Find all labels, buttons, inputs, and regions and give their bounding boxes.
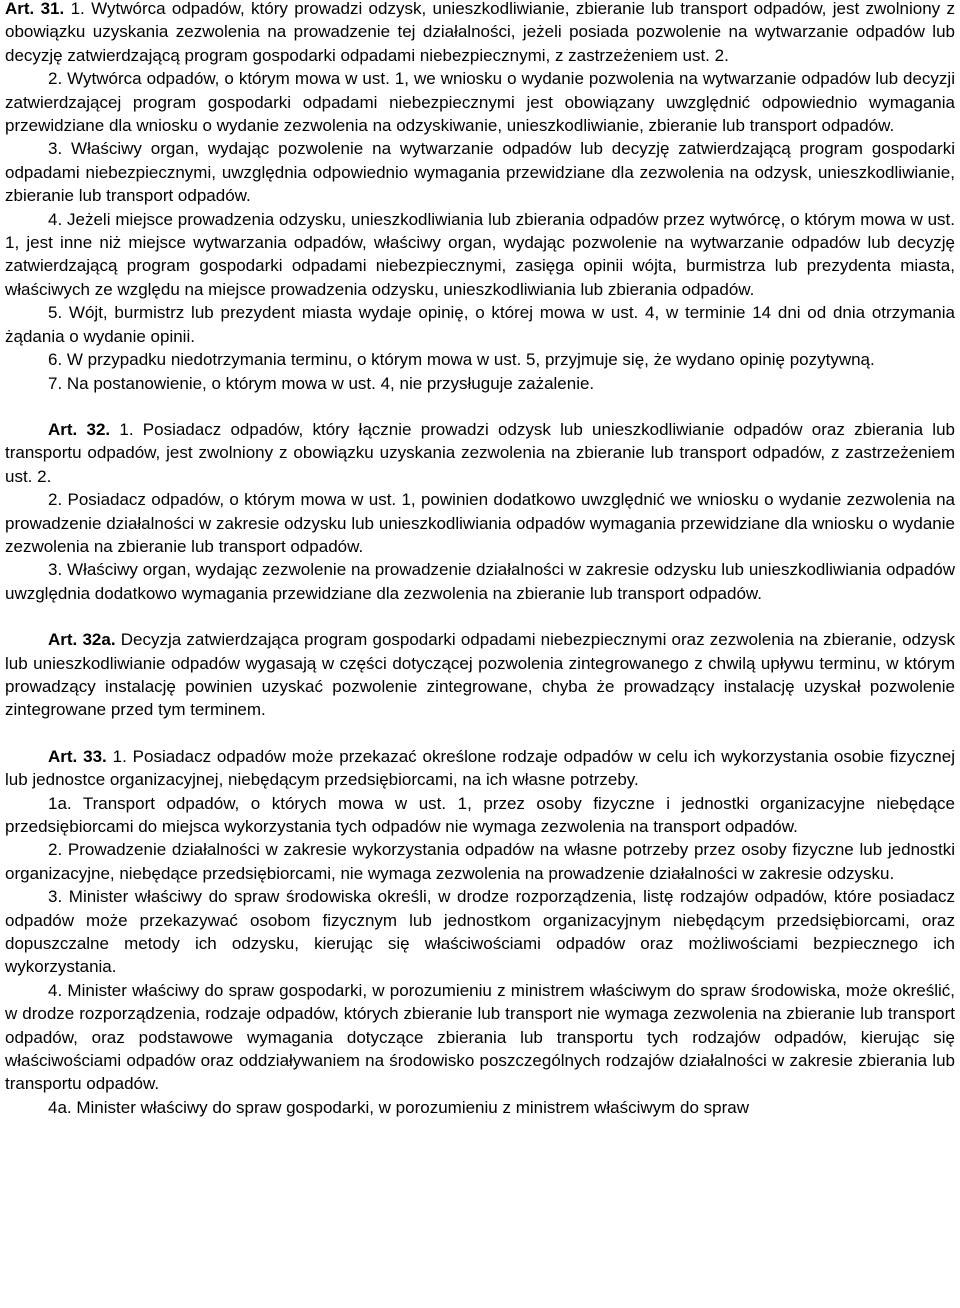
paragraph-text: 1. Posiadacz odpadów może przekazać określone rodzaje odpadów w celu ich wykorzystania osobie fizycznej lub jednostce organizacyjnej, niebędącym przedsiębiorcami, na ich własne potrzeby. bbox=[5, 746, 955, 790]
article-31-paragraph-6: 6. W przypadku niedotrzymania terminu, o którym mowa w ust. 5, przyjmuje się, że wydano opinię pozytywną. bbox=[48, 350, 875, 370]
article-32-label: Art. 32. bbox=[48, 419, 111, 439]
article-32-paragraph-1 bbox=[5, 418, 955, 488]
paragraph-text: Decyzja zatwierdzająca program gospodarki odpadami niebezpiecznymi oraz zezwolenia na zbieranie, odzysk lub unieszkodliwianie odpadów wygasają w części dotyczącej pozwolenia zintegrowanego z chwilą upływu terminu, w którym prowadzący instalację powinien uzyskać pozwolenie zintegrowane, chyba że prowadzący instalację uzyskał pozwolenie zintegrowane przed tym terminem. bbox=[5, 630, 955, 720]
article-31 bbox=[5, 0, 955, 395]
article-32 bbox=[5, 418, 955, 605]
article-31-paragraph-5: 5. Wójt, burmistrz lub prezydent miasta wydaje opinię, o której mowa w ust. 4, w terminie 14 dni od dnia otrzymania żądania o wydanie opinii. bbox=[5, 303, 955, 346]
article-31-paragraph-1 bbox=[5, 0, 955, 67]
article-32a-label: Art. 32a. bbox=[48, 630, 116, 650]
article-33-label: Art. 33. bbox=[48, 746, 107, 766]
article-31-paragraph-2: 2. Wytwórca odpadów, o którym mowa w ust. 1, we wniosku o wydanie pozwolenia na wytwarzanie odpadów lub decyzji zatwierdzającej program gospodarki odpadami niebezpiecznymi jest obowiązany uwzględnić odpowiednio wymagania przewidziane dla wniosku o wydanie zezwolenia na odzyskiwanie, unieszkodliwianie, zbieranie lub transport odpadów. bbox=[5, 69, 955, 136]
paragraph-text: 1. Posiadacz odpadów, który łącznie prowadzi odzysk lub unieszkodliwianie odpadów oraz zbierania lub transportu odpadów, jest zwolniony z obowiązku uzyskania zezwolenia na zbieranie lub transport odpadów, z zastrzeżeniem ust. 2. bbox=[5, 419, 955, 486]
article-33-paragraph-1 bbox=[5, 745, 955, 792]
article-33-paragraph-4: 4. Minister właściwy do spraw gospodarki, w porozumieniu z ministrem właściwym do spraw środowiska, może określić, w drodze rozporządzenia, rodzaje odpadów, których zbieranie lub transport nie wymaga zezwolenia na zbieranie lub transport odpadów, oraz podstawowe wymagania dotyczące zbierania lub transportu tych rodzajów odpadów, kierując się właściwościami odpadów oraz oddziaływaniem na środowisko poszczególnych rodzajów działalności w zakresie zbierania lub transportu odpadów. bbox=[5, 980, 955, 1094]
article-32a bbox=[5, 628, 955, 722]
article-31-paragraph-7: 7. Na postanowienie, o którym mowa w ust. 4, nie przysługuje zażalenie. bbox=[48, 373, 595, 393]
article-31-paragraph-4: 4. Jeżeli miejsce prowadzenia odzysku, unieszkodliwiania lub zbierania odpadów przez wytwórcę, o którym mowa w ust. 1, jest inne niż miejsce wytwarzania odpadów, właściwy organ, wydając pozwolenie na wytwarzanie odpadów lub decyzję zatwierdzającą program gospodarki odpadami niebezpiecznymi, zasięga opinii wójta, burmistrza lub prezydenta miasta, właściwych ze względu na miejsce prowadzenia odzysku, unieszkodliwiania lub zbierania odpadów. bbox=[5, 209, 955, 299]
article-32-paragraph-3: 3. Właściwy organ, wydając zezwolenie na prowadzenie działalności w zakresie odzysku lub unieszkodliwiania odpadów uwzględnia dodatkowo wymagania przewidziane dla zezwolenia na zbieranie lub transport odpadów. bbox=[5, 560, 955, 603]
article-31-paragraph-3: 3. Właściwy organ, wydając pozwolenie na wytwarzanie odpadów lub decyzję zatwierdzającą program gospodarki odpadami niebezpiecznymi, uwzględnia odpowiednio wymagania przewidziane dla zezwolenia na odzysk, unieszkodliwianie, zbieranie lub transport odpadów. bbox=[5, 139, 955, 206]
article-32-paragraph-2: 2. Posiadacz odpadów, o którym mowa w ust. 1, powinien dodatkowo uwzględnić we wniosku o wydanie zezwolenia na prowadzenie działalności w zakresie odzysku lub unieszkodliwiania odpadów wymagania przewidziane dla wniosku o wydanie zezwolenia na zbieranie lub transport odpadów. bbox=[5, 490, 955, 556]
article-33 bbox=[5, 745, 955, 1120]
article-31-label: Art. 31. bbox=[5, 0, 65, 18]
article-33-paragraph-2: 2. Prowadzenie działalności w zakresie wykorzystania odpadów na własne potrzeby przez osoby fizyczne lub jednostki organizacyjne, niebędące przedsiębiorcami, nie wymaga zezwolenia na prowadzenie działalności w zakresie odzysku. bbox=[5, 840, 955, 883]
article-32a-paragraph-1 bbox=[5, 628, 955, 722]
article-33-paragraph-4a: 4a. Minister właściwy do spraw gospodarki, w porozumieniu z ministrem właściwym do spraw bbox=[48, 1097, 750, 1117]
paragraph-text: 1. Wytwórca odpadów, który prowadzi odzysk, unieszkodliwianie, zbieranie lub transport odpadów, jest zwolniony z obowiązku uzyskania zezwolenia na prowadzenie tej działalności, jeżeli posiada pozwolenie na wytwarzanie odpadów lub decyzję zatwierdzającą program gospodarki odpadami niebezpiecznymi, z zastrzeżeniem ust. 2. bbox=[5, 0, 956, 65]
article-33-paragraph-1a: 1a. Transport odpadów, o których mowa w ust. 1, przez osoby fizyczne i jednostki organizacyjne niebędące przedsiębiorcami do miejsca wykorzystania tych odpadów nie wymaga zezwolenia na transport odpadów. bbox=[5, 793, 955, 836]
article-33-paragraph-3: 3. Minister właściwy do spraw środowiska określi, w drodze rozporządzenia, listę rodzajów odpadów, które posiadacz odpadów może przekazywać osobom fizycznym lub jednostkom organizacyjnym niebędącym przedsiębiorcami, oraz dopuszczalne metody ich odzysku, kierując się właściwościami odpadów oraz możliwościami bezpiecznego ich wykorzystania. bbox=[5, 887, 955, 977]
